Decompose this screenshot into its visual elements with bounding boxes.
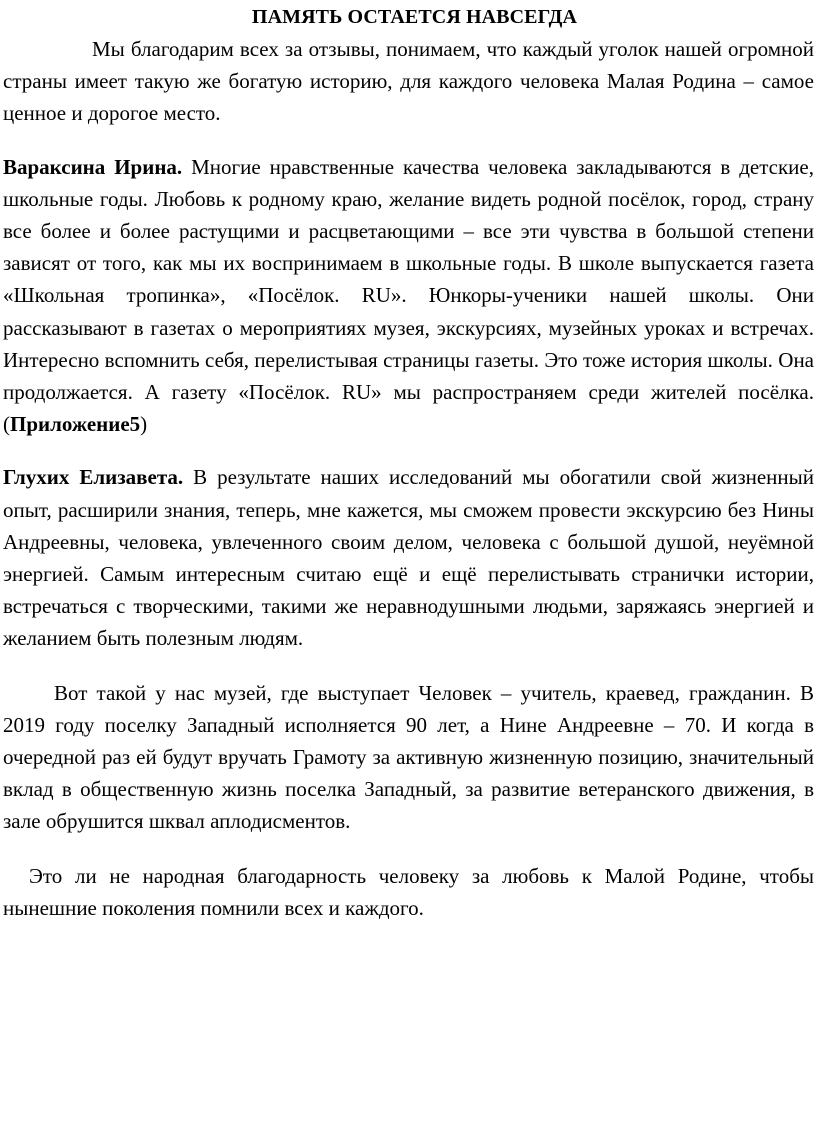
author-name-glukhikh: Глухих Елизавета.	[3, 465, 184, 490]
museum-paragraph: Вот такой у нас музей, где выступает Человек – учитель, краевед, гражданин. В 2019 году поселку Западный исполняется 90 лет, а Нине Андреевне – 70. И когда в очередной раз ей будут вручать Грамоту за активную жизненную позицию, значительный вклад в общественную жизнь поселка Западный, за развитие ветеранского движения, в зале обрушится шквал аплодисментов.	[3, 680, 814, 834]
author-name-varaksina: Вараксина Ирина.	[3, 154, 183, 179]
intro-paragraph: Мы благодарим всех за отзывы, понимаем, что каждый уголок нашей огромной страны имеет такую же богатую историю, для каждого человека Малая Родина – самое ценное и дорогое место.	[3, 37, 814, 126]
appendix-closing-parenthesis: )	[140, 412, 148, 437]
varaksina-text: Многие нравственные качества человека закладываются в детские, школьные годы. Любовь к родному краю, желание видеть родной посёлок, город, страну все более и более растущими и расцветающими – все эти чувства в большой степени зависят от того, как мы их воспринимаем в школьные годы. В школе выпускается газета «Школьная тропинка», «Посёлок. RU». Юнкоры-ученики нашей школы. Они рассказывают в газетах о мероприятиях музея, экскурсиях, музейных уроках и встречах. Интересно вспомнить себя, перелистывая страницы газеты. Это тоже история школы. Она продолжается. А газету «Посёлок. RU» мы распространяем среди жителей посёлка.(	[3, 154, 814, 437]
document-content	[3, 1, 814, 924]
appendix-reference: Приложение5	[10, 412, 141, 437]
glukhikh-text: В результате наших исследований мы обогатили свой жизненный опыт, расширили знания, теперь, мне кажется, мы сможем провести экскурсию без Нины Андреевны, человека, увлеченного своим делом, человека с большой душой, неуёмной энергией. Самым интересным считаю ещё и ещё перелистывать странички истории, встречаться с творческими, такими же неравнодушными людьми, заряжаясь энергией и желанием быть полезным людям.	[3, 465, 814, 651]
author-paragraph-varaksina	[3, 151, 814, 441]
author-paragraph-glukhikh	[3, 461, 814, 654]
document-title: ПАМЯТЬ ОСТАЕТСЯ НАВСЕГДА	[251, 6, 578, 28]
closing-paragraph: Это ли не народная благодарность человеку за любовь к Малой Родине, чтобы нынешние поколения помнили всех и каждого.	[3, 863, 814, 920]
